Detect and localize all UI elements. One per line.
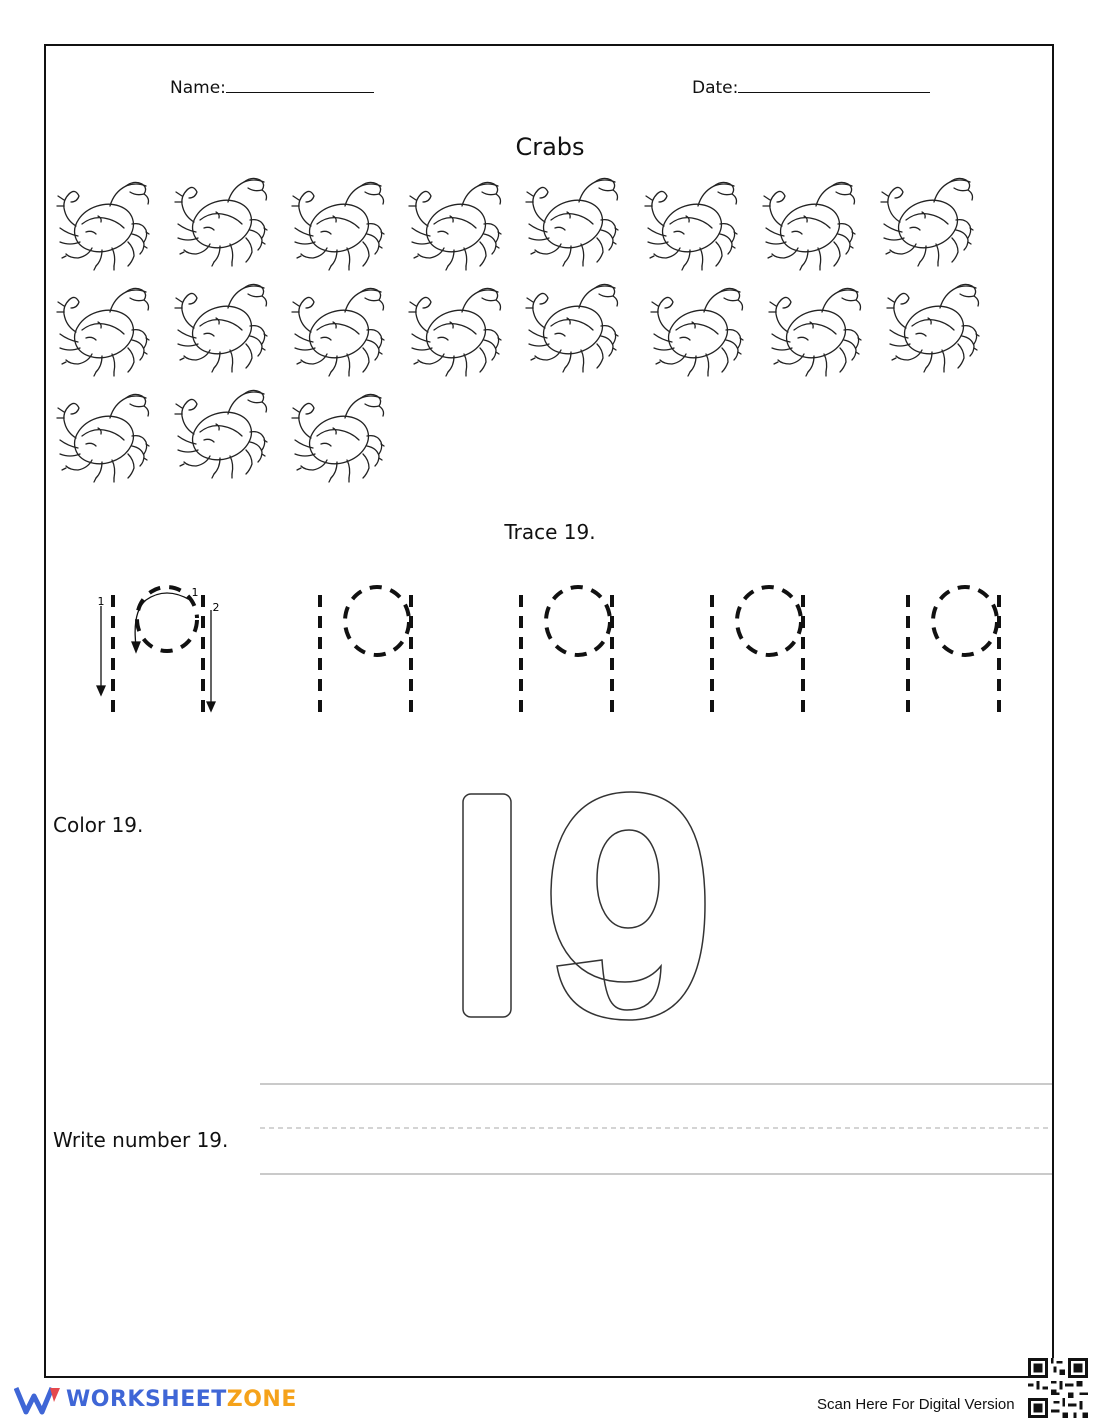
trace-number-dashed[interactable] — [712, 587, 803, 715]
tracing-row — [0, 580, 1100, 730]
crab-icon — [170, 278, 270, 374]
stroke-number-1b: 1 — [191, 586, 199, 599]
outline-digit-1[interactable] — [463, 794, 511, 1017]
crab-icon — [404, 176, 504, 272]
qr-code-icon[interactable] — [1028, 1358, 1088, 1418]
crab-icon — [882, 278, 982, 374]
name-label: Name: — [170, 78, 226, 98]
crab-icon — [876, 172, 976, 268]
crabs-title: Crabs — [515, 133, 585, 161]
writing-lines[interactable] — [260, 1080, 1052, 1180]
crab-icon — [640, 176, 740, 272]
trace-number-dashed[interactable] — [908, 587, 999, 715]
brand-part1: WORKSHEET — [66, 1387, 227, 1412]
crab-icon — [52, 282, 152, 378]
crab-icon — [404, 282, 504, 378]
crab-icon — [287, 388, 387, 484]
stroke-number-2: 2 — [212, 601, 220, 614]
crab-icon — [52, 388, 152, 484]
name-field[interactable] — [170, 78, 374, 98]
trace-number-dashed[interactable] — [320, 587, 411, 715]
scan-text: Scan Here For Digital Version — [817, 1396, 1015, 1413]
brand-part2: ZONE — [226, 1387, 297, 1412]
worksheetzone-logo-icon — [14, 1384, 64, 1416]
trace-number-dashed[interactable] — [521, 587, 612, 715]
stroke-number-1: 1 — [97, 595, 105, 608]
crab-icon — [521, 278, 621, 374]
crab-icon — [764, 282, 864, 378]
name-blank-line[interactable] — [226, 78, 374, 93]
date-label: Date: — [692, 78, 739, 98]
crab-icon — [521, 172, 621, 268]
color-label: Color 19. — [53, 813, 144, 837]
trace-number-guided[interactable] — [113, 587, 203, 715]
date-blank-line[interactable] — [738, 78, 930, 93]
crab-icon — [170, 172, 270, 268]
crab-icon — [287, 282, 387, 378]
crab-icon — [287, 176, 387, 272]
crab-icon — [52, 176, 152, 272]
write-label: Write number 19. — [53, 1128, 229, 1152]
outline-digit-9[interactable] — [551, 792, 705, 1020]
date-field[interactable] — [692, 78, 930, 98]
color-number-19[interactable] — [455, 788, 715, 1028]
brand-name — [66, 1387, 297, 1412]
crab-icon — [170, 384, 270, 480]
crab-icon — [646, 282, 746, 378]
trace-title: Trace 19. — [504, 520, 596, 544]
crab-icon — [758, 176, 858, 272]
